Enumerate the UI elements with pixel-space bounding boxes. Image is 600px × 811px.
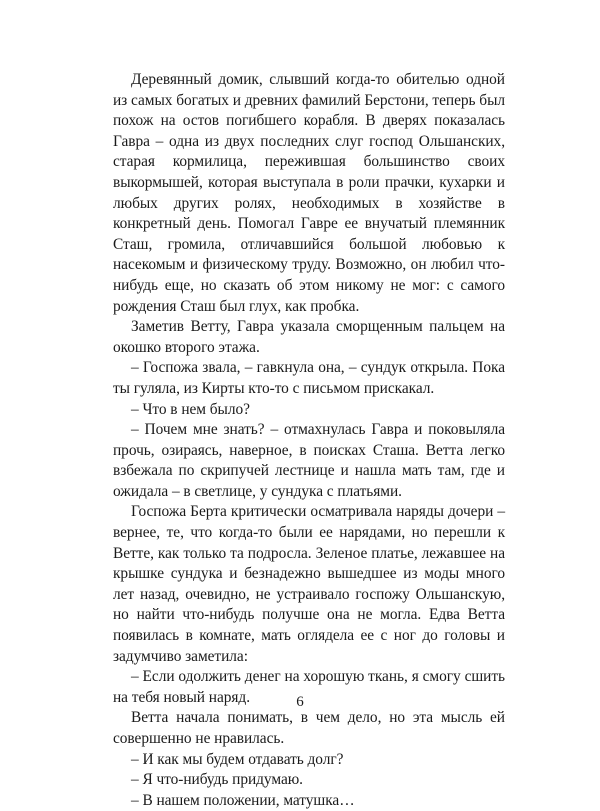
paragraph-8: Ветта начала понимать, в чем дело, но эта мысль ей совершенно не нравилась. bbox=[113, 709, 505, 747]
paragraph-7: – Если одолжить денег на хорошую ткань, я смогу сшить на тебя новый наряд. bbox=[113, 668, 505, 706]
paragraph-6: Госпожа Берта критически осматривала наряды дочери – вернее, те, что когда-то были ее нарядами, но перешли к Ветте, как только та подросла. Зеленое платье, лежавшее на крышке сундука и безнадежно вышедшее из моды много лет назад, очевидно, не устраивало госпожу Ольшанскую, но найти что-нибудь получше она не могла. Едва Ветта появилась в комнате, мать оглядела ее с ног до головы и задумчиво заметила: bbox=[113, 503, 505, 665]
paragraph-3: – Госпожа звала, – гавкнула она, – сундук открыла. Пока ты гуляла, из Кирты кто-то с письмом прискакал. bbox=[113, 359, 505, 397]
page-number: 6 bbox=[296, 694, 304, 710]
paragraph-2: Заметив Ветту, Гавра указала сморщенным пальцем на окошко второго этажа. bbox=[113, 318, 505, 356]
paragraph-4: – Что в нем было? bbox=[131, 400, 250, 418]
paragraph-1: Деревянный домик, слывший когда-то обителью одной из самых богатых и древних фамилий Берстони, теперь был похож на остов погибшего корабля. В дверях показалась Гавра – одна из двух последних слуг господ Ольшанских, старая кормилица, пережившая большинство своих выкормышей, которая выступала в роли прачки, кухарки и любых других ролях, необходимых в хозяйстве в конкретный день. Помогал Гавре ее внучатый племянник Сташ, громила, отличавшийся большой любовью к насекомым и физическому труду. Возможно, он любил что-нибудь еще, но сказать об этом никому не мог: с самого рождения Сташ был глух, как пробка. bbox=[113, 71, 505, 315]
paragraph-11: – В нашем положении, матушка… bbox=[131, 791, 355, 809]
paragraph-10: – Я что-нибудь придумаю. bbox=[131, 771, 303, 789]
paragraph-5: – Почем мне знать? – отмахнулась Гавра и поковыляла прочь, озираясь, наверное, в поисках Сташа. Ветта легко взбежала по скрипучей лестнице и нашла мать там, где и ожидала – в светлице, у сундука с платьями. bbox=[113, 421, 505, 500]
paragraph-9: – И как мы будем отдавать долг? bbox=[131, 750, 344, 768]
